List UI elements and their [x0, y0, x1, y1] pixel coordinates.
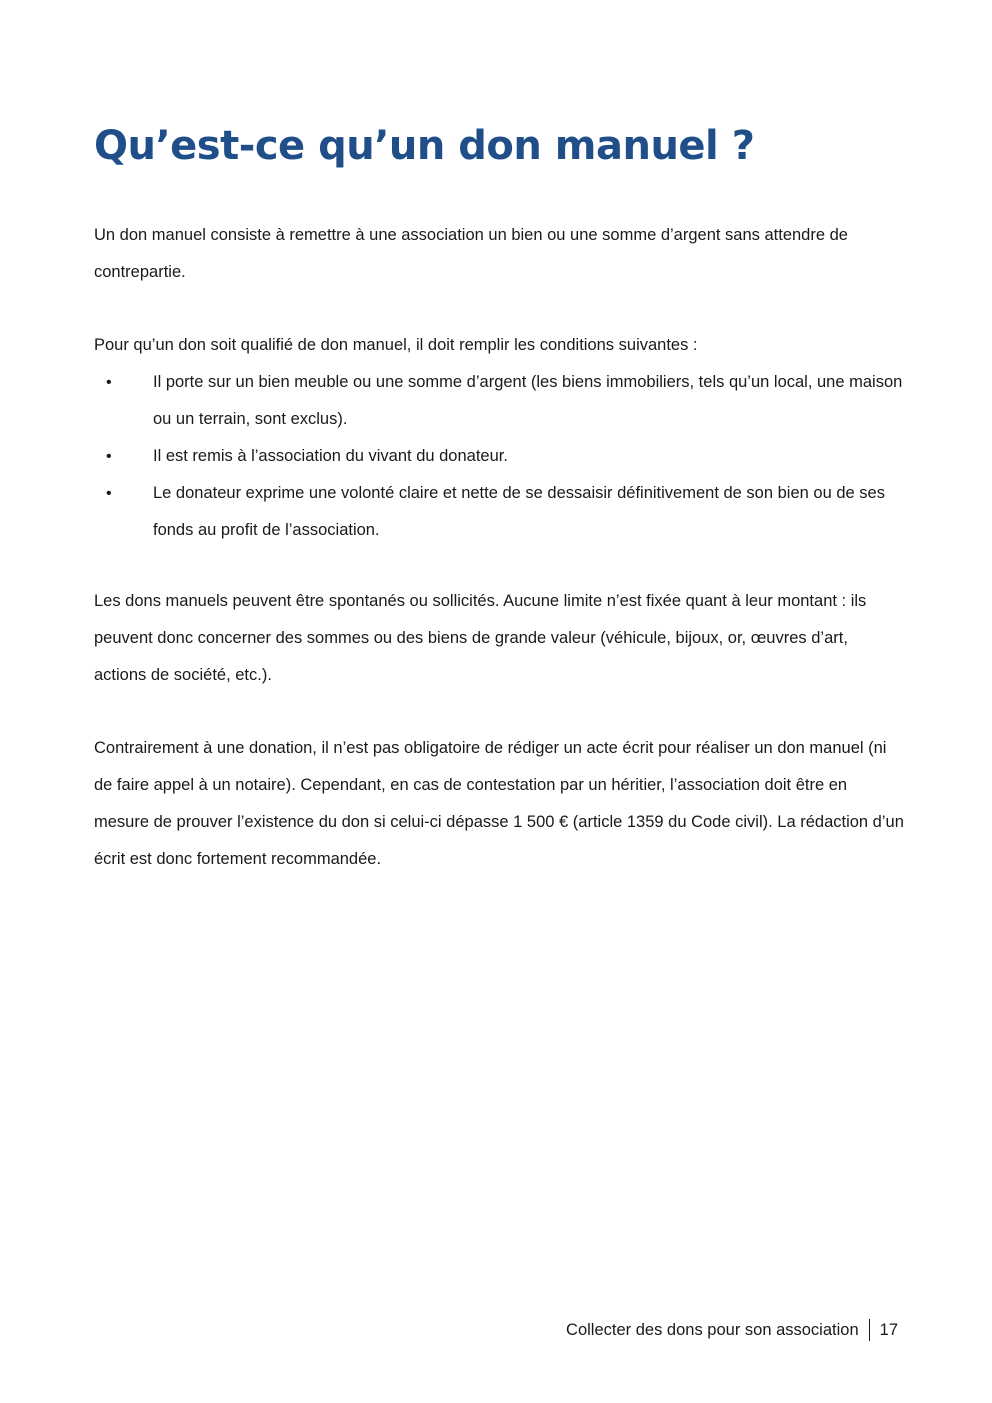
conditions-intro-paragraph: Pour qu’un don soit qualifié de don manuel, il doit remplir les conditions suivantes :: [94, 336, 698, 354]
amount-paragraph: Les dons manuels peuvent être spontanés ou sollicités. Aucune limite n’est fixée quant à leur montant : ils peuvent donc concerner des sommes ou des biens de grande valeur (véhicule, bijoux, or, œuvres d’art, actions de société, etc.).: [94, 592, 867, 684]
page-title: Qu’est-ce qu’un don manuel ?: [94, 123, 755, 169]
written-act-paragraph: Contrairement à une donation, il n’est pas obligatoire de rédiger un acte écrit pour réaliser un don manuel (ni de faire appel à un notaire). Cependant, en cas de contestation par un héritier, l’association doit être en mesure de prouver l’existence du don si celui-ci dépasse 1 500 € (article 1359 du Code civil). La rédaction d’un écrit est donc fortement recommandée.: [94, 739, 904, 868]
footer-divider: [869, 1319, 870, 1341]
list-item: [94, 438, 904, 475]
page-number: 17: [879, 1320, 898, 1339]
footer-document-title: Collecter des dons pour son association: [566, 1320, 859, 1339]
list-item: [94, 364, 904, 438]
list-item-text: Il porte sur un bien meuble ou une somme d’argent (les biens immobiliers, tels qu’un local, une maison ou un terrain, sont exclus).: [153, 373, 903, 428]
conditions-list: [94, 364, 904, 549]
list-item-text: Il est remis à l’association du vivant du donateur.: [153, 447, 508, 465]
intro-paragraph: Un don manuel consiste à remettre à une association un bien ou une somme d’argent sans attendre de contrepartie.: [94, 226, 848, 281]
bullet-icon: •: [106, 485, 112, 502]
list-item: [94, 475, 904, 549]
page-footer: [566, 1316, 898, 1344]
bullet-icon: •: [106, 374, 112, 391]
bullet-icon: •: [106, 448, 112, 465]
list-item-text: Le donateur exprime une volonté claire et nette de se dessaisir définitivement de son bien ou de ses fonds au profit de l’association.: [153, 484, 885, 539]
